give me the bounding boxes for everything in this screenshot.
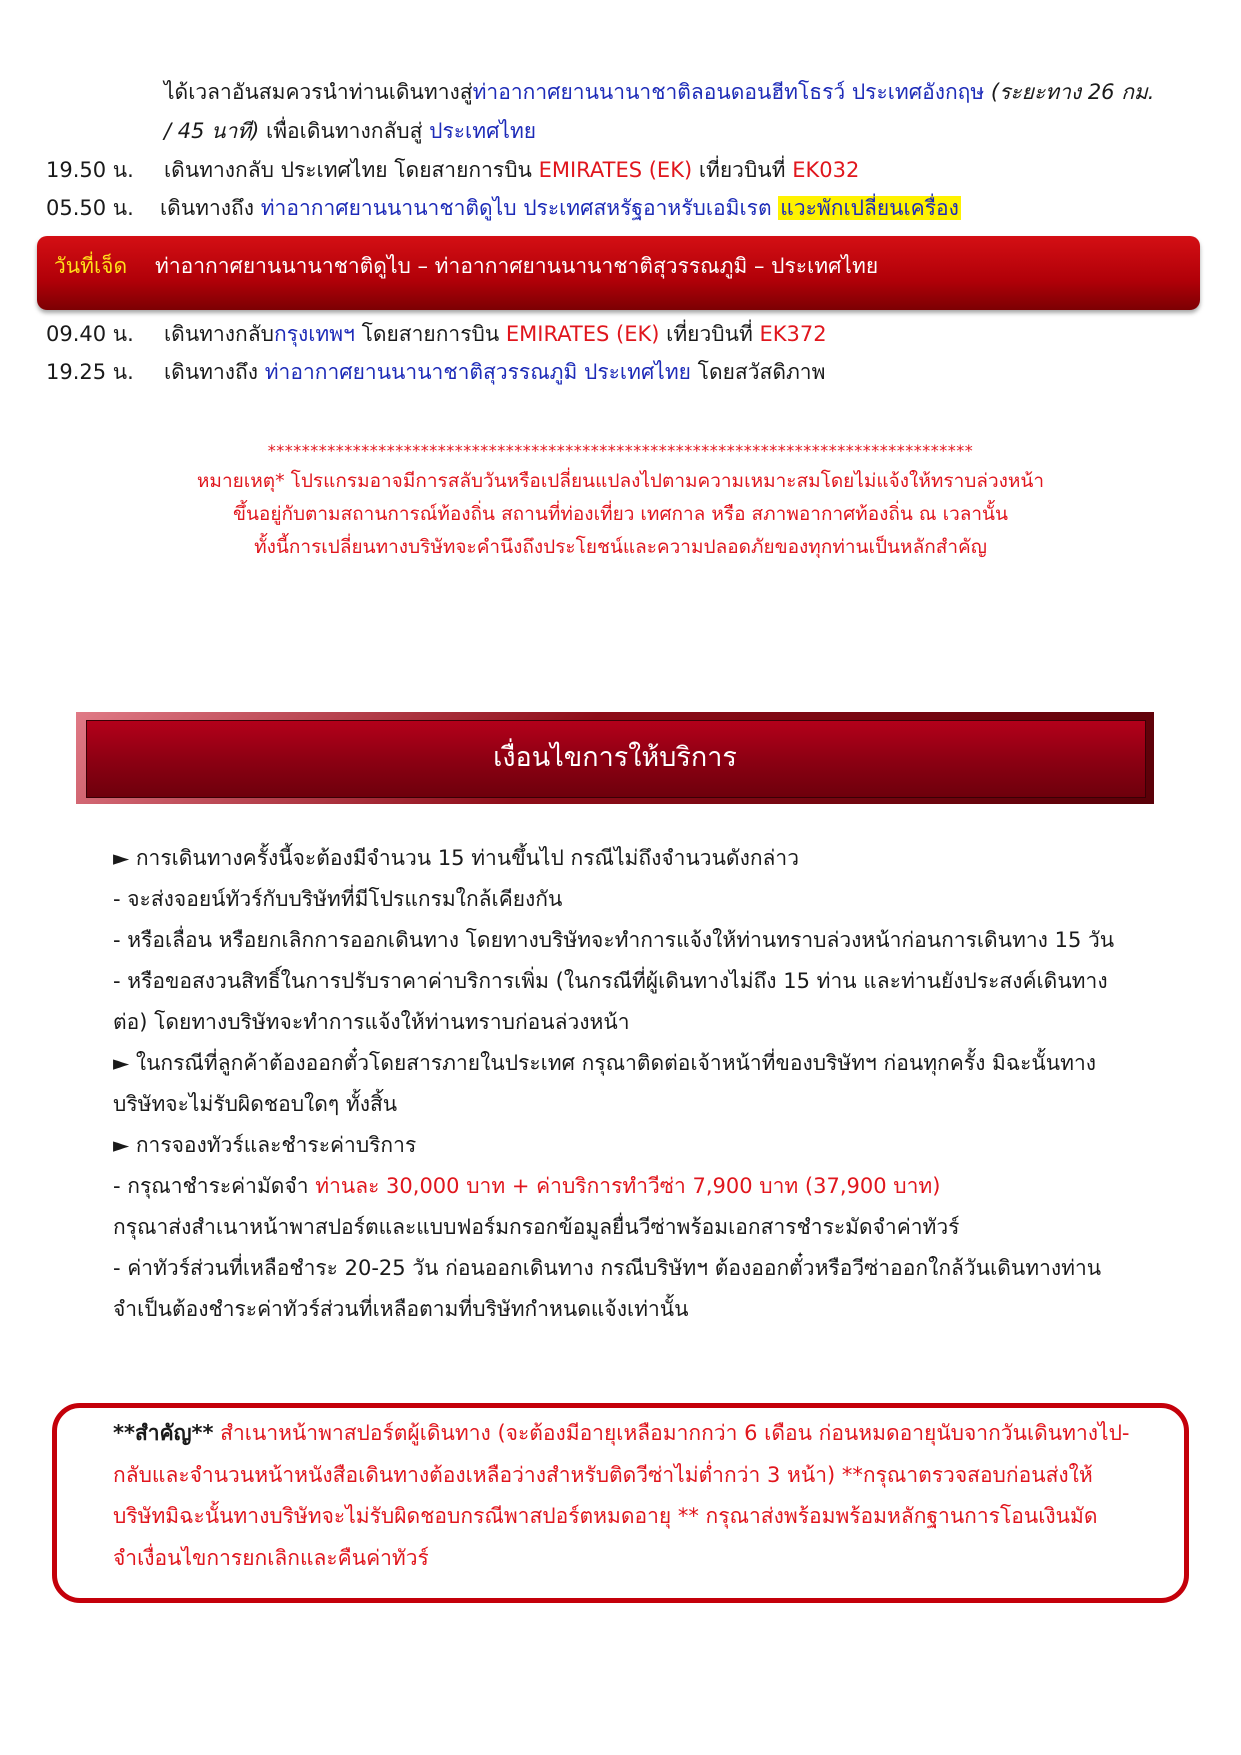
condition-item: - จะส่งจอยน์ทัวร์กับบริษัทที่มีโปรแกรมใกล้เคียงกัน xyxy=(113,887,563,911)
condition-item: ► การเดินทางครั้งนี้จะต้องมีจำนวน 15 ท่านขึ้นไป กรณีไม่ถึงจำนวนดังกล่าว xyxy=(113,846,799,870)
important-line: บริษัทมิฉะนั้นทางบริษัทจะไม่รับผิดชอบกรณีพาสปอร์ตหมดอายุ ** กรุณาส่งพร้อมพร้อมหลักฐานการโอนเงินมัด xyxy=(113,1504,1098,1528)
important-line: สำเนาหน้าพาสปอร์ตผู้เดินทาง (จะต้องมีอายุเหลือมากกว่า 6 เดือน ก่อนหมดอายุนับจากวันเดินทางไป- xyxy=(220,1421,1130,1445)
flight-number: EK372 xyxy=(759,322,827,346)
condition-item: ต่อ) โดยทางบริษัทจะทำการแจ้งให้ท่านทราบก่อนล่วงหน้า xyxy=(113,1010,630,1034)
itinerary-text: เพื่อเดินทางกลับสู่ xyxy=(266,119,423,143)
important-label: **สำคัญ** xyxy=(113,1421,214,1445)
remark-divider: *********************************************************************************** xyxy=(267,441,974,460)
flight-time: 19.50 น. xyxy=(46,158,134,182)
condition-item: ► ในกรณีที่ลูกค้าต้องออกตั๋วโดยสารภายในประเทศ กรุณาติดต่อเจ้าหน้าที่ของบริษัทฯ ก่อนทุกครั้ง มิฉะนั้นทาง xyxy=(113,1051,1097,1075)
flight-text: เดินทางกลับ xyxy=(164,322,274,346)
important-line: จำเงื่อนไขการยกเลิกและคืนค่าทัวร์ xyxy=(113,1545,429,1570)
itinerary-text: ได้เวลาอันสมควรนำท่านเดินทางสู่ xyxy=(164,80,473,104)
condition-item: กรุณาส่งสำเนาหน้าพาสปอร์ตและแบบฟอร์มกรอกข้อมูลยื่นวีซ่าพร้อมเอกสารชำระมัดจำค่าทัวร์ xyxy=(113,1215,960,1239)
condition-item: - หรือเลื่อน หรือยกเลิกการออกเดินทาง โดยทางบริษัทจะทำการแจ้งให้ท่านทราบล่วงหน้าก่อนการเดินทาง 15 วัน xyxy=(113,928,1115,952)
arrival-row xyxy=(164,354,825,390)
flight-number: EK032 xyxy=(792,158,860,182)
duration-note: / 45 นาที) xyxy=(164,119,260,143)
airport-name: ท่าอากาศยานนานาชาติลอนดอนฮีทโธรว์ ประเทศอังกฤษ xyxy=(472,80,985,104)
city-name: กรุงเทพฯ xyxy=(273,322,355,346)
day-label: วันที่เจ็ด xyxy=(54,254,128,278)
distance-note: (ระยะทาง 26 กม. xyxy=(990,80,1155,104)
condition-item: ► การจองทัวร์และชำระค่าบริการ xyxy=(113,1133,417,1157)
flight-text: โดยสายการบิน xyxy=(361,322,500,346)
remark-line-1: หมายเหตุ* โปรแกรมอาจมีการสลับวันหรือเปลี่ยนแปลงไปตามความเหมาะสมโดยไม่แจ้งให้ทราบล่วงหน้า xyxy=(196,470,1045,492)
country-name: ประเทศไทย xyxy=(429,119,537,143)
airline-name: EMIRATES (EK) xyxy=(538,158,693,182)
flight-label: เที่ยวบินที่ xyxy=(666,322,753,346)
arrival-text: เดินทางถึง xyxy=(164,360,259,384)
flight-row xyxy=(164,152,859,188)
arrival-text: เดินทางถึง xyxy=(160,196,255,220)
important-line: กลับและจำนวนหน้าหนังสือเดินทางต้องเหลือว่างสำหรับติดวีซ่าไม่ต่ำกว่า 3 หน้า) **กรุณาตรวจสอบก่อนส่งให้ xyxy=(113,1462,1093,1487)
condition-item: - หรือขอสงวนสิทธิ์ในการปรับราคาค่าบริการเพิ่ม (ในกรณีที่ผู้เดินทางไม่ถึง 15 ท่าน และท่านยังประสงค์เดินทาง xyxy=(113,969,1108,993)
condition-item: - ค่าทัวร์ส่วนที่เหลือชำระ 20-25 วัน ก่อนออกเดินทาง กรณีบริษัทฯ ต้องออกตั๋วหรือวีซ่าออกใกล้วันเดินทางท่าน xyxy=(113,1256,1102,1280)
flight-label: เที่ยวบินที่ xyxy=(698,158,786,182)
remark-line-2: ขึ้นอยู่กับตามสถานการณ์ท้องถิ่น สถานที่ท่องเที่ยว เทศกาล หรือ สภาพอากาศท้องถิ่น ณ เวลานั้น xyxy=(232,503,1009,525)
arrival-time: 05.50 น. xyxy=(46,196,134,220)
condition-item: จำเป็นต้องชำระค่าทัวร์ส่วนที่เหลือตามที่บริษัทกำหนดแจ้งเท่านั้น xyxy=(113,1297,689,1321)
condition-item xyxy=(113,1166,1163,1207)
deposit-label: - กรุณาชำระค่ามัดจำ xyxy=(113,1174,309,1198)
arrival-text: โดยสวัสดิภาพ xyxy=(697,360,826,384)
itinerary-text-line-1 xyxy=(164,74,1154,110)
airline-name: EMIRATES (EK) xyxy=(505,322,660,346)
itinerary-text-line-2 xyxy=(164,113,536,149)
transit-highlight: แวะพักเปลี่ยนเครื่อง xyxy=(780,196,959,220)
arrival-time: 19.25 น. xyxy=(46,360,134,384)
deposit-amount: ท่านละ 30,000 บาท + ค่าบริการทำวีซ่า 7,900 บาท (37,900 บาท) xyxy=(315,1174,941,1198)
remark-line-3: ทั้งนี้การเปลี่ยนทางบริษัทจะคำนึงถึงประโยชน์และความปลอดภัยของทุกท่านเป็นหลักสำคัญ xyxy=(254,536,987,558)
flight-row xyxy=(164,316,827,352)
important-notice-text xyxy=(113,1413,1163,1579)
condition-item: บริษัทจะไม่รับผิดชอบใดๆ ทั้งสิ้น xyxy=(113,1092,398,1116)
airport-name: ท่าอากาศยานนานาชาติดูไบ ประเทศสหรัฐอาหรับเอมิเรต xyxy=(260,196,772,220)
day-route: ท่าอากาศยานนานาชาติดูไบ – ท่าอากาศยานนานาชาติสุวรรณภูมิ – ประเทศไทย xyxy=(155,254,879,278)
airport-name: ท่าอากาศยานนานาชาติสุวรรณภูมิ ประเทศไทย xyxy=(264,360,691,384)
flight-text: เดินทางกลับ ประเทศไทย โดยสายการบิน xyxy=(164,158,532,182)
flight-time: 09.40 น. xyxy=(46,322,134,346)
arrival-row xyxy=(160,190,961,226)
conditions-title: เงื่อนไขการให้บริการ xyxy=(493,742,737,773)
